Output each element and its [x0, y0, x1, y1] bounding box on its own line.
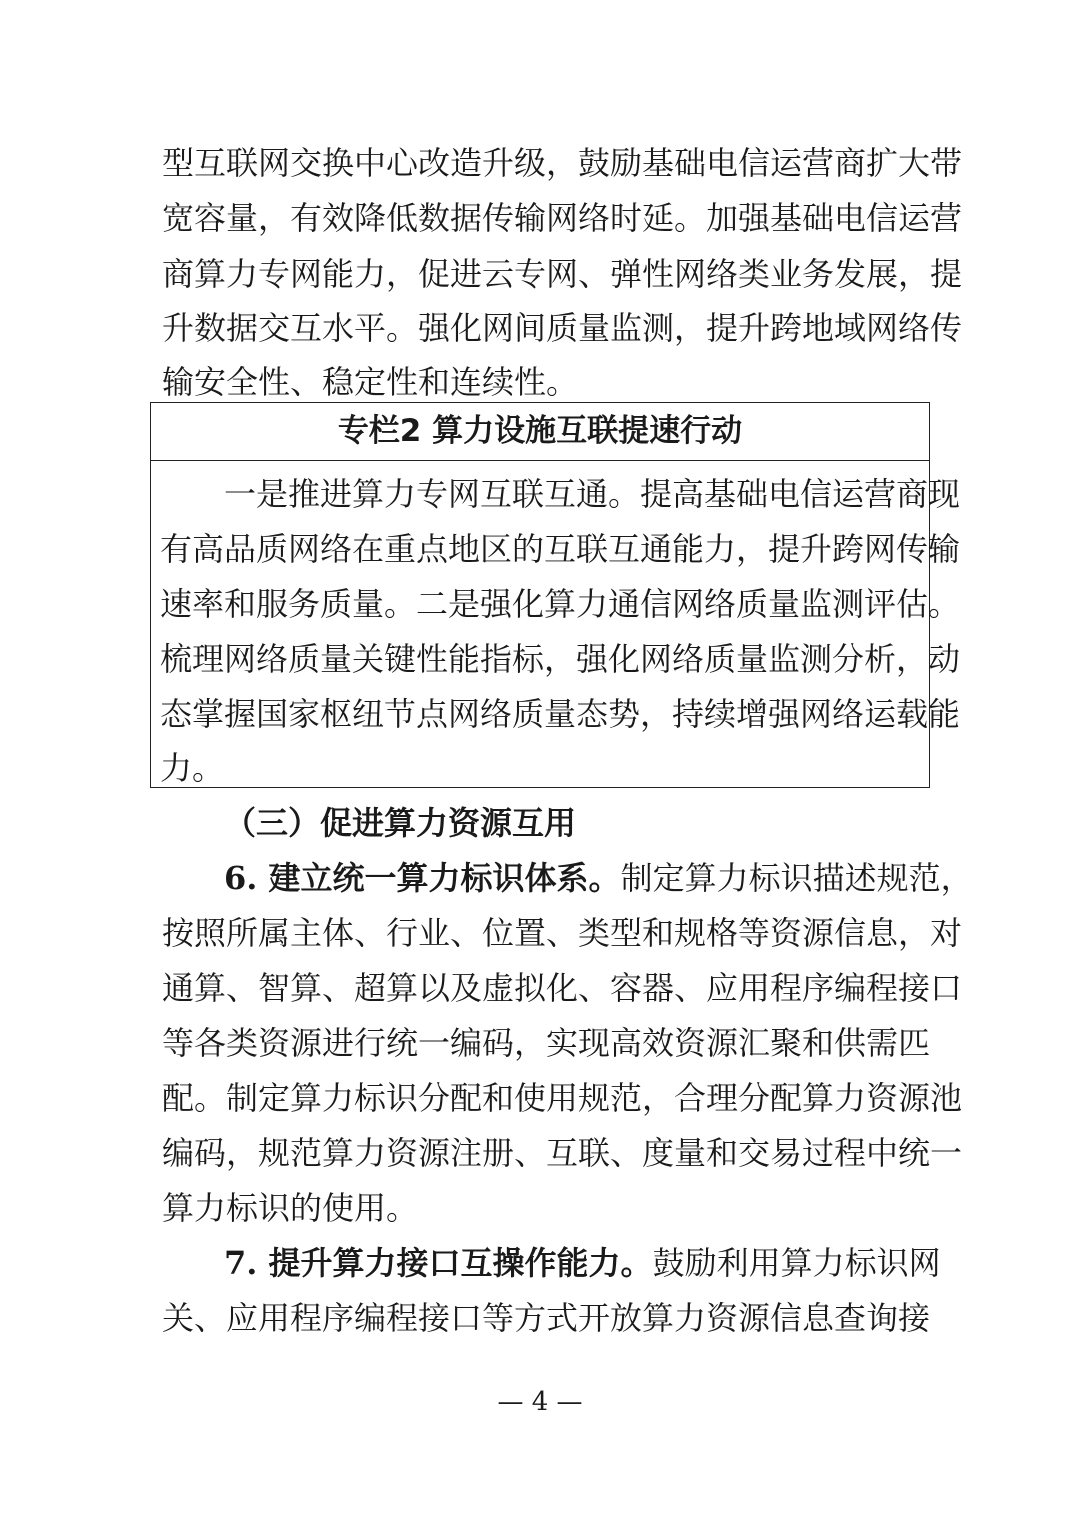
item6-line-3: 通算、智算、超算以及虚拟化、容器、应用程序编程接口	[162, 969, 963, 1007]
item6-title: 6. 建立统一算力标识体系。	[224, 859, 621, 897]
intro-line-5: 输安全性、稳定性和连续性。	[162, 363, 579, 401]
item7-title: 7. 提升算力接口互操作能力。	[224, 1244, 653, 1282]
section-heading: （三）促进算力资源互用	[224, 804, 577, 842]
item7-line-2: 关、应用程序编程接口等方式开放算力资源信息查询接	[162, 1299, 931, 1337]
item7-first-rest: 鼓励利用算力标识网	[652, 1244, 941, 1282]
item7-first-line	[224, 1243, 941, 1283]
box-line-2: 有高品质网络在重点地区的互联互通能力，提升跨网传输	[160, 530, 961, 568]
intro-line-2: 宽容量，有效降低数据传输网络时延。加强基础电信运营	[162, 199, 963, 237]
column-box-divider	[151, 460, 929, 461]
item6-line-2: 按照所属主体、行业、位置、类型和规格等资源信息，对	[162, 914, 963, 952]
item6-line-6: 编码，规范算力资源注册、互联、度量和交易过程中统一	[162, 1134, 963, 1172]
item6-line-7: 算力标识的使用。	[162, 1189, 419, 1227]
box-line-1: 一是推进算力专网互联互通。提高基础电信运营商现	[224, 475, 961, 513]
item6-line-5: 配。制定算力标识分配和使用规范，合理分配算力资源池	[162, 1079, 963, 1117]
item6-first-line	[224, 858, 973, 898]
intro-line-4: 升数据交互水平。强化网间质量监测，提升跨地域网络传	[162, 309, 963, 347]
column-box-title: 专栏2 算力设施互联提速行动	[337, 413, 743, 449]
box-line-4: 梳理网络质量关键性能指标，强化网络质量监测分析，动	[160, 640, 961, 678]
page-number: — 4 —	[497, 1387, 583, 1417]
item6-line-4: 等各类资源进行统一编码，实现高效资源汇聚和供需匹	[162, 1024, 931, 1062]
intro-line-3: 商算力专网能力，促进云专网、弹性网络类业务发展，提	[162, 255, 963, 293]
box-line-5: 态掌握国家枢纽节点网络质量态势，持续增强网络运载能	[160, 695, 961, 733]
item6-first-rest: 制定算力标识描述规范，	[620, 859, 973, 897]
box-line-6: 力。	[160, 749, 225, 787]
intro-line-1: 型互联网交换中心改造升级，鼓励基础电信运营商扩大带	[162, 144, 963, 182]
box-line-3: 速率和服务质量。二是强化算力通信网络质量监测评估。	[160, 585, 961, 623]
